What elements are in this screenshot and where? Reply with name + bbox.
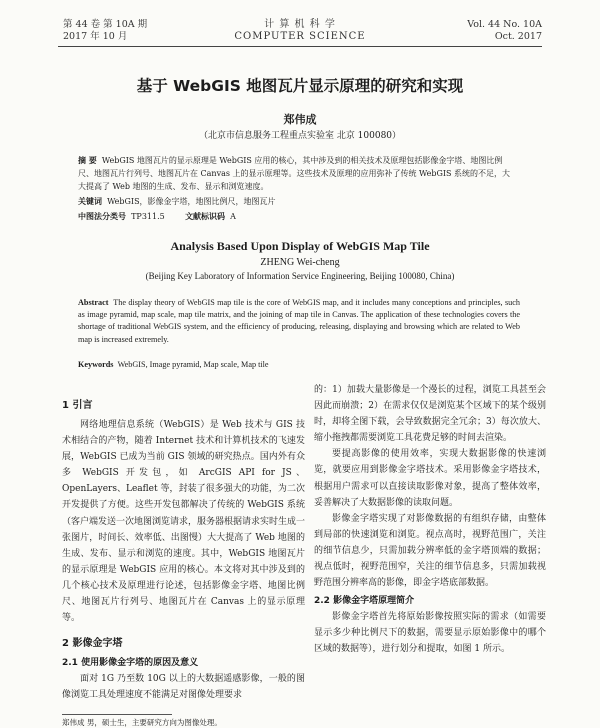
- header-date-en: Oct. 2017: [494, 31, 542, 42]
- classification-code: TP311.5: [131, 212, 165, 221]
- document-code: A: [230, 212, 236, 221]
- abstract-cn-label: 摘 要: [78, 156, 97, 165]
- affiliation-en: (Beijing Key Laboratory of Information Service Engineering, Beijing 100080, China): [145, 271, 455, 281]
- body-right-column: [314, 382, 546, 658]
- document-code-label: 文献标识码: [185, 212, 226, 221]
- keywords-en-label: Keywords: [78, 360, 114, 369]
- journal-name-en: COMPUTER SCIENCE: [234, 31, 366, 42]
- header-date-cn: 2017 年 10 月: [63, 31, 128, 42]
- right-paragraph-1: 的：1）加载大量影像是一个漫长的过程，浏览工具甚至会因此而崩溃；2）在需求仅仅是浏览某个区域下的某个级别时，却将全图下载，会导致数据完全冗余；3）每次放大、缩小拖拽都需要浏览工具花费足够的时间去渲染。: [314, 385, 546, 444]
- footnote-divider: [62, 714, 172, 715]
- journal-name-cn: 计 算 机 科 学: [264, 19, 336, 30]
- paper-title-cn: 基于 WebGIS 地图瓦片显示原理的研究和实现: [136, 77, 464, 95]
- abstract-en: [78, 297, 520, 346]
- classification-label: 中图法分类号: [78, 212, 126, 221]
- section-2-2-heading: 2.2 影像金字塔原理简介: [314, 596, 415, 607]
- keywords-en: [78, 359, 520, 371]
- section-1-paragraph: 网络地理信息系统（WebGIS）是 Web 技术与 GIS 技术相结合的产物，随着 Internet 技术和计算机技术的飞速发展，WebGIS 已成为当前 GIS 领域的研究热点。国内外有众多 WebGIS 开发包，如 ArcGIS API for JS、OpenLayers、Leaflet 等，封装了很多强大的功能，为二次开发提供了方便。这些开发包都解决了传统的 WebGIS 系统（客户端发送一次地图浏览请求，服务器根据请求实时生成一张图片，时间长、效率低、出图慢）大大提高了 Web 地图的生成、发布、显示和浏览的速度。其中，WebGIS 地图瓦片的显示原理是 WebGIS 应用的核心。本文将对其中涉及到的几个核心技术及原理进行论述，包括影像金字塔、地图比例尺、地图瓦片行列号、地图瓦片在 Canvas 上的显示原理等。: [62, 420, 306, 624]
- abstract-en-text: The display theory of WebGIS map tile is the core of WebGIS map, and it includes many conceptions and principles, such as image pyramid, map scale, map tile matrix, and the joining of map tile in Canvas. The application of these technologies covers the shortage of traditional WebGIS system, and the efficiency of producing, releasing, displaying and browsing which are related to Web map is increased extremely.: [78, 298, 520, 344]
- abstract-cn-text: WebGIS 地图瓦片的显示原理是 WebGIS 应用的核心，其中涉及到的相关技术及原理包括影像金字塔、地图比例尺、地图瓦片行列号、地图瓦片在 Canvas 上的显示原理等。这些技术及原理的应用弥补了传统 WebGIS 系统的不足，大大提高了 Web 地图的生成、发布、显示和浏览速度。: [78, 156, 511, 191]
- author-en: ZHENG Wei-cheng: [260, 257, 340, 268]
- paper-title-en: Analysis Based Upon Display of WebGIS Map Tile: [170, 239, 430, 253]
- keywords-cn-label: 关键词: [78, 197, 102, 206]
- body-left-column: [62, 378, 305, 703]
- keywords-en-text: WebGIS, Image pyramid, Map scale, Map tile: [117, 360, 269, 369]
- right-paragraph-2: 要提高影像的使用效率，实现大数据影像的快速浏览，就要应用到影像金字塔技术。采用影像金字塔技术，根据用户需求可以直接读取影像对象，提高了整体效率，妥善解决了大数据影像的读取问题。: [314, 449, 546, 508]
- header-volume-en: Vol. 44 No. 10A: [467, 19, 542, 30]
- section-2-1-paragraph: 面对 1G 乃至数 10G 以上的大数据遥感影像，一般的图像浏览工具处理速度不能满足对图像处理要求: [62, 674, 305, 701]
- abstract-cn: [78, 154, 518, 193]
- affiliation-cn: （北京市信息服务工程重点实验室 北京 100080）: [198, 131, 402, 141]
- section-1-heading: 1 引言: [62, 400, 93, 411]
- classification-cn: [78, 211, 518, 223]
- header-divider: [58, 46, 542, 47]
- keywords-cn: [78, 196, 518, 208]
- header-volume-info-en: [467, 19, 542, 43]
- right-paragraph-4: 影像金字塔首先将原始影像按照实际的需求（如需要显示多少种比例尺下的数据，需要显示原始影像中的哪个区域的数据等），进行划分和提取，如图 1 所示。: [314, 612, 546, 655]
- section-2-1-heading: 2.1 使用影像金字塔的原因及意义: [62, 658, 199, 669]
- header-volume: 第 44 卷 第 10A 期: [63, 19, 148, 30]
- right-paragraph-3: 影像金字塔实现了对影像数据的有组织存储，由整体到局部的快速浏览和浏览。视点高时，视野范围广，关注的细节信息少，只需加载分辨率低的金字塔顶端的数据；视点低时，视野范围窄，关注的细节信息多，只需加载视野范围分辨率高的影像，即金字塔底部数据。: [314, 513, 546, 589]
- section-2-heading: 2 影像金字塔: [62, 638, 123, 650]
- keywords-cn-text: WebGIS，影像金字塔，地图比例尺，地图瓦片: [107, 197, 276, 206]
- author-cn: 郑伟成: [283, 113, 317, 126]
- abstract-en-label: Abstract: [78, 298, 109, 307]
- footnote: 郑伟成 男，硕士生，主要研究方向为图像处理。: [62, 718, 222, 727]
